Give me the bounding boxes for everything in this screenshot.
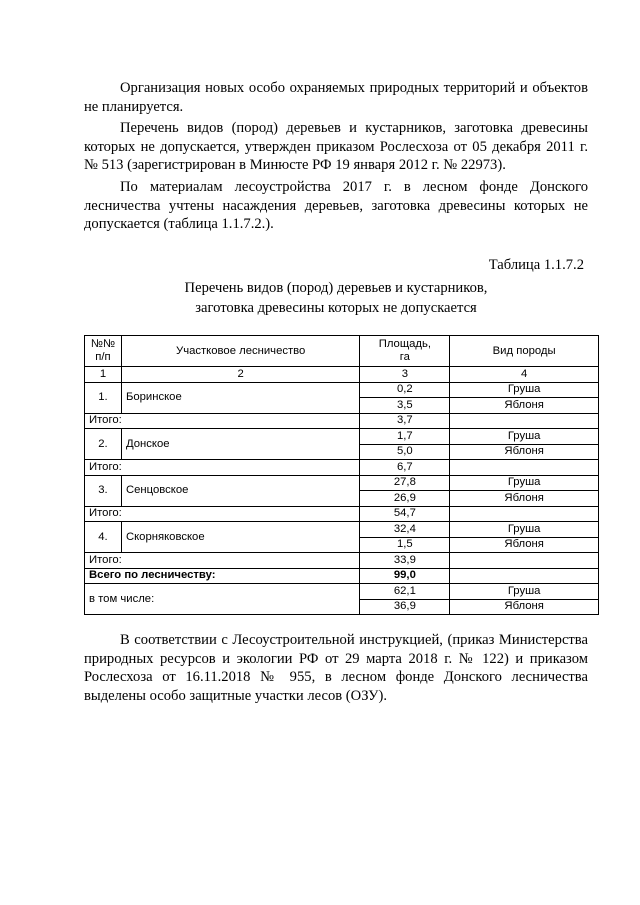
empty-cell [450, 553, 599, 569]
species-name: Груша [450, 522, 599, 538]
subtotal-value: 54,7 [360, 506, 450, 522]
subtotal-label: Итого: [85, 460, 360, 476]
area-value: 5,0 [360, 444, 450, 460]
subtotal-value: 6,7 [360, 460, 450, 476]
empty-cell [450, 506, 599, 522]
grand-total-label: Всего по лесничеству: [85, 568, 360, 584]
forestry-name: Скорняковское [121, 522, 359, 553]
subtotal-row [85, 506, 599, 522]
grand-total-value: 99,0 [360, 568, 450, 584]
species-name: Яблоня [450, 444, 599, 460]
forestry-name: Боринское [121, 382, 359, 413]
table-row [85, 475, 599, 491]
forestry-name: Донское [121, 429, 359, 460]
column-number: 3 [360, 367, 450, 383]
column-number: 1 [85, 367, 122, 383]
row-number: 3. [85, 475, 122, 506]
subtotal-label: Итого: [85, 506, 360, 522]
subtotal-row [85, 460, 599, 476]
subtotal-row [85, 413, 599, 429]
area-value: 27,8 [360, 475, 450, 491]
subtotal-label: Итого: [85, 413, 360, 429]
species-name: Яблоня [450, 398, 599, 414]
forestry-name: Сенцовское [121, 475, 359, 506]
table-number: Таблица 1.1.7.2 [488, 257, 584, 273]
column-number-row [85, 367, 599, 383]
area-value: 26,9 [360, 491, 450, 507]
column-number: 2 [121, 367, 359, 383]
row-number: 1. [85, 382, 122, 413]
species-name: Яблоня [450, 491, 599, 507]
grand-total-row [85, 568, 599, 584]
table-header-row [85, 336, 599, 367]
empty-cell [450, 460, 599, 476]
area-value: 1,7 [360, 429, 450, 445]
table-row [85, 382, 599, 398]
species-name: Груша [450, 584, 599, 600]
subtotal-value: 3,7 [360, 413, 450, 429]
table-row [85, 429, 599, 445]
area-value: 1,5 [360, 537, 450, 553]
table-title-line: Перечень видов (пород) деревьев и кустарников, [184, 280, 488, 296]
header-forestry: Участковое лесничество [121, 336, 359, 367]
species-name: Яблоня [450, 537, 599, 553]
area-value: 32,4 [360, 522, 450, 538]
row-number: 4. [85, 522, 122, 553]
header-species: Вид породы [450, 336, 599, 367]
column-number: 4 [450, 367, 599, 383]
paragraph-text: Организация новых особо охраняемых природных территорий и объектов не планируется. [84, 80, 588, 115]
including-row [85, 584, 599, 600]
row-number: 2. [85, 429, 122, 460]
empty-cell [450, 568, 599, 584]
species-table [84, 335, 599, 615]
paragraph-text: По материалам лесоустройства 2017 г. в лесном фонде Донского лесничества учтены насаждения деревьев, заготовка древесины которых не допускается (таблица 1.1.7.2.). [84, 179, 588, 233]
including-label: в том числе: [85, 584, 360, 615]
paragraph-forest-inventory [84, 178, 588, 234]
area-value: 36,9 [360, 599, 450, 615]
species-name: Груша [450, 475, 599, 491]
paragraph-ozu [84, 631, 588, 705]
table-title-line: заготовка древесины которых не допускается [195, 300, 477, 316]
species-name: Груша [450, 429, 599, 445]
table-row [85, 522, 599, 538]
area-value: 0,2 [360, 382, 450, 398]
area-value: 3,5 [360, 398, 450, 414]
species-name: Яблоня [450, 599, 599, 615]
header-num: №№ п/п [85, 336, 122, 367]
paragraph-text: Перечень видов (пород) деревьев и кустарников, заготовка древесины которых не допускается, утвержден приказом Рослесхоза от 05 декабря 2011 г. № 513 (зарегистрирован в Минюсте РФ 19 января 2012 г. № 22973). [84, 120, 588, 174]
subtotal-label: Итого: [85, 553, 360, 569]
paragraph-ozpt [84, 79, 588, 116]
paragraph-text: В соответствии с Лесоустроительной инструкцией, (приказ Министерства природных ресурсов и экологии РФ от 29 марта 2018 г. № 122) и приказом Рослесхоза от 16.11.2018 № 955, в лесном фонде Донского лесничества выделены особо защитные участки лесов (ОЗУ). [84, 632, 588, 704]
subtotal-row [85, 553, 599, 569]
subtotal-value: 33,9 [360, 553, 450, 569]
paragraph-species-list [84, 119, 588, 175]
header-area: Площадь, га [360, 336, 450, 367]
table-title [84, 278, 588, 318]
empty-cell [450, 413, 599, 429]
area-value: 62,1 [360, 584, 450, 600]
species-name: Груша [450, 382, 599, 398]
